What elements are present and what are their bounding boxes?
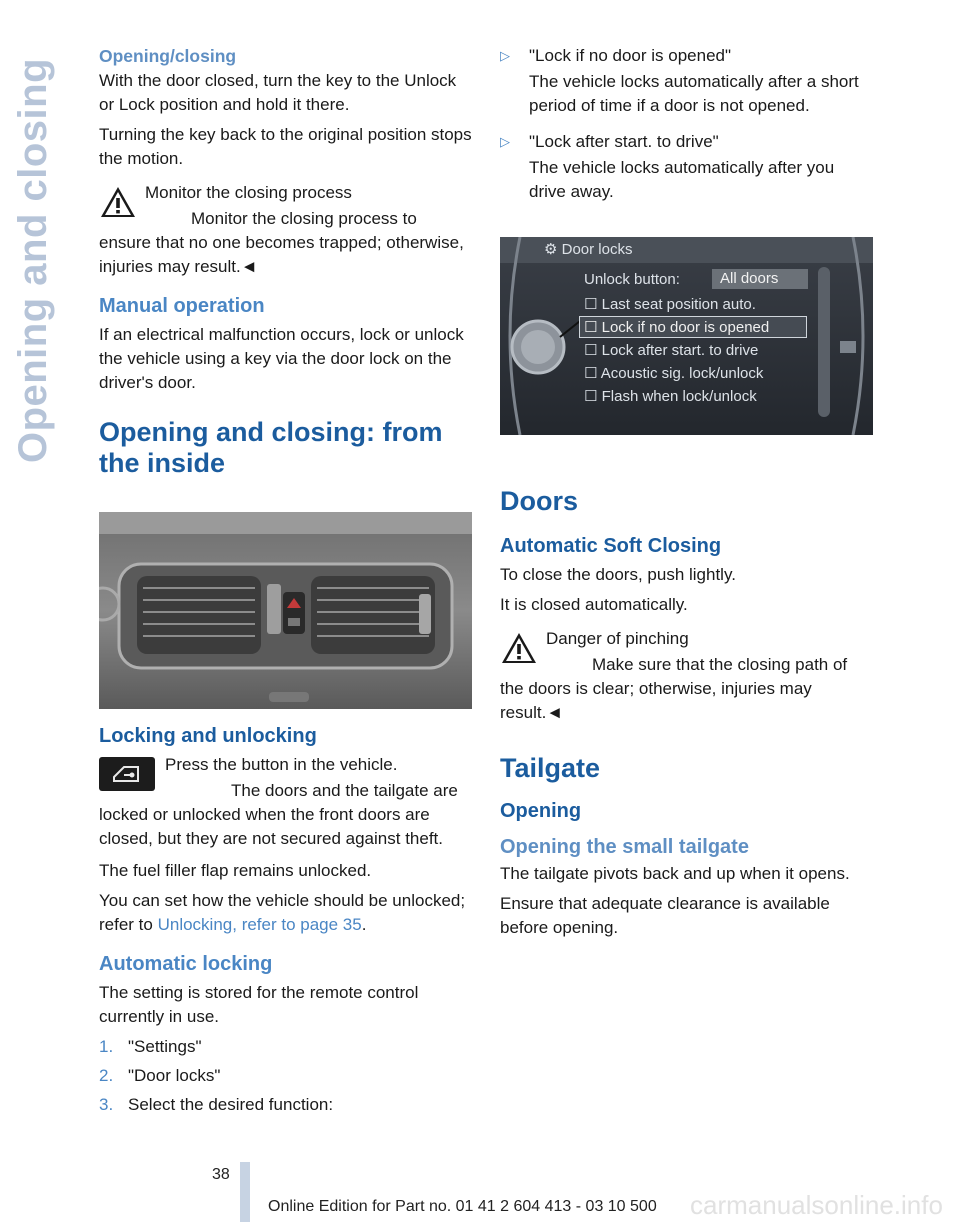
paragraph: The tailgate pivots back and up when it opens. <box>500 864 850 883</box>
list-item: 3. Select the desired function: <box>99 1095 334 1114</box>
warning-triangle-icon <box>500 631 538 665</box>
warning-block <box>99 181 473 279</box>
checkbox-icon: ☐ <box>584 365 601 382</box>
heading-tailgate: Tailgate <box>500 753 601 783</box>
lock-button-block <box>99 753 473 851</box>
checkbox-icon: ☐ <box>584 342 602 359</box>
page-number: 38 <box>212 1166 230 1183</box>
warning-triangle-icon <box>99 185 137 219</box>
paragraph: Turning the key back to the original position stops the motion. <box>99 125 472 168</box>
paragraph: Press the button in the vehicle. <box>165 755 398 774</box>
menu-item[interactable]: ☐ Last seat position auto. <box>584 296 756 313</box>
door-lock-button-icon <box>99 757 155 791</box>
heading-opening-closing: Opening/closing <box>99 46 237 66</box>
options-list <box>500 44 874 206</box>
checkbox-icon: ☐ <box>584 388 602 405</box>
watermark: carmanualsonline.info <box>690 1190 943 1220</box>
menu-item[interactable]: ☐ Acoustic sig. lock/unlock <box>584 365 764 382</box>
list-item: 2. "Door locks" <box>99 1066 221 1085</box>
steps-list <box>99 1035 473 1117</box>
menu-item[interactable]: ☐ Lock after start. to drive <box>584 342 759 359</box>
list-item: 1. "Settings" <box>99 1037 202 1056</box>
list-item: ▷ "Lock after start. to drive" The vehicle locks automatically after you drive away. <box>500 130 874 206</box>
heading-opening: Opening <box>500 800 582 822</box>
list-item: ▷ "Lock if no door is opened" The vehicle locks automatically after a short period of time if a door is not opened. <box>500 44 874 120</box>
heading-doors: Doors <box>500 486 579 516</box>
door-locks-menu-screenshot <box>500 237 873 435</box>
paragraph: Ensure that adequate clearance is available before opening. <box>500 894 830 937</box>
paragraph: The setting is stored for the remote control currently in use. <box>99 983 419 1026</box>
paragraph-unlocking-ref: You can set how the vehicle should be unlocked; refer to Unlocking, refer to page 35. <box>99 891 466 934</box>
unlock-button-label: Unlock button: <box>584 271 680 288</box>
warning-title: Danger of pinching <box>546 629 689 648</box>
footer-divider <box>240 1162 250 1222</box>
warning-block <box>500 627 874 725</box>
paragraph: The doors and the tailgate are locked or unlocked when the front doors are closed, but they are not secured against theft. <box>99 781 458 848</box>
settings-gear-icon: ⚙ <box>544 241 562 258</box>
heading-locking-unlocking: Locking and unlocking <box>99 725 317 747</box>
warning-text: Monitor the closing process to ensure that no one becomes trapped; otherwise, injuries may result.◄ <box>99 209 464 276</box>
heading-manual-operation: Manual operation <box>99 295 265 317</box>
right-column <box>500 44 874 946</box>
paragraph: To close the doors, push lightly. <box>500 565 736 584</box>
unlock-button-value[interactable]: All doors <box>712 269 808 289</box>
menu-title: ⚙ Door locks <box>544 241 633 258</box>
heading-small-tailgate: Opening the small tailgate <box>500 836 749 858</box>
checkbox-icon: ☐ <box>584 319 602 336</box>
menu-item-selected[interactable]: ☐ Lock if no door is opened <box>584 319 770 336</box>
footer-edition-text: Online Edition for Part no. 01 41 2 604 413 - 03 10 500 <box>268 1198 657 1215</box>
side-section-title: Opening and closing <box>11 57 56 463</box>
triangle-bullet-icon: ▷ <box>500 134 510 149</box>
menu-item[interactable]: ☐ Flash when lock/unlock <box>584 388 757 405</box>
checkbox-icon: ☐ <box>584 296 602 313</box>
paragraph: The fuel filler flap remains unlocked. <box>99 861 372 880</box>
paragraph: If an electrical malfunction occurs, lock or unlock the vehicle using a key via the door lock on the driver's door. <box>99 325 464 392</box>
warning-text: Make sure that the closing path of the doors is clear; otherwise, injuries may result.◄ <box>500 655 848 722</box>
air-vents-photo <box>99 512 472 709</box>
paragraph: With the door closed, turn the key to the Unlock or Lock position and hold it there. <box>99 71 457 114</box>
heading-soft-closing: Automatic Soft Closing <box>500 535 722 557</box>
warning-title: Monitor the closing process <box>145 183 352 202</box>
unlocking-page-link[interactable]: Unlocking, refer to page 35 <box>157 915 362 934</box>
heading-from-inside: Opening and closing: from the inside <box>99 417 443 478</box>
heading-automatic-locking: Automatic locking <box>99 953 273 975</box>
paragraph: It is closed automatically. <box>500 595 688 614</box>
triangle-bullet-icon: ▷ <box>500 48 510 63</box>
